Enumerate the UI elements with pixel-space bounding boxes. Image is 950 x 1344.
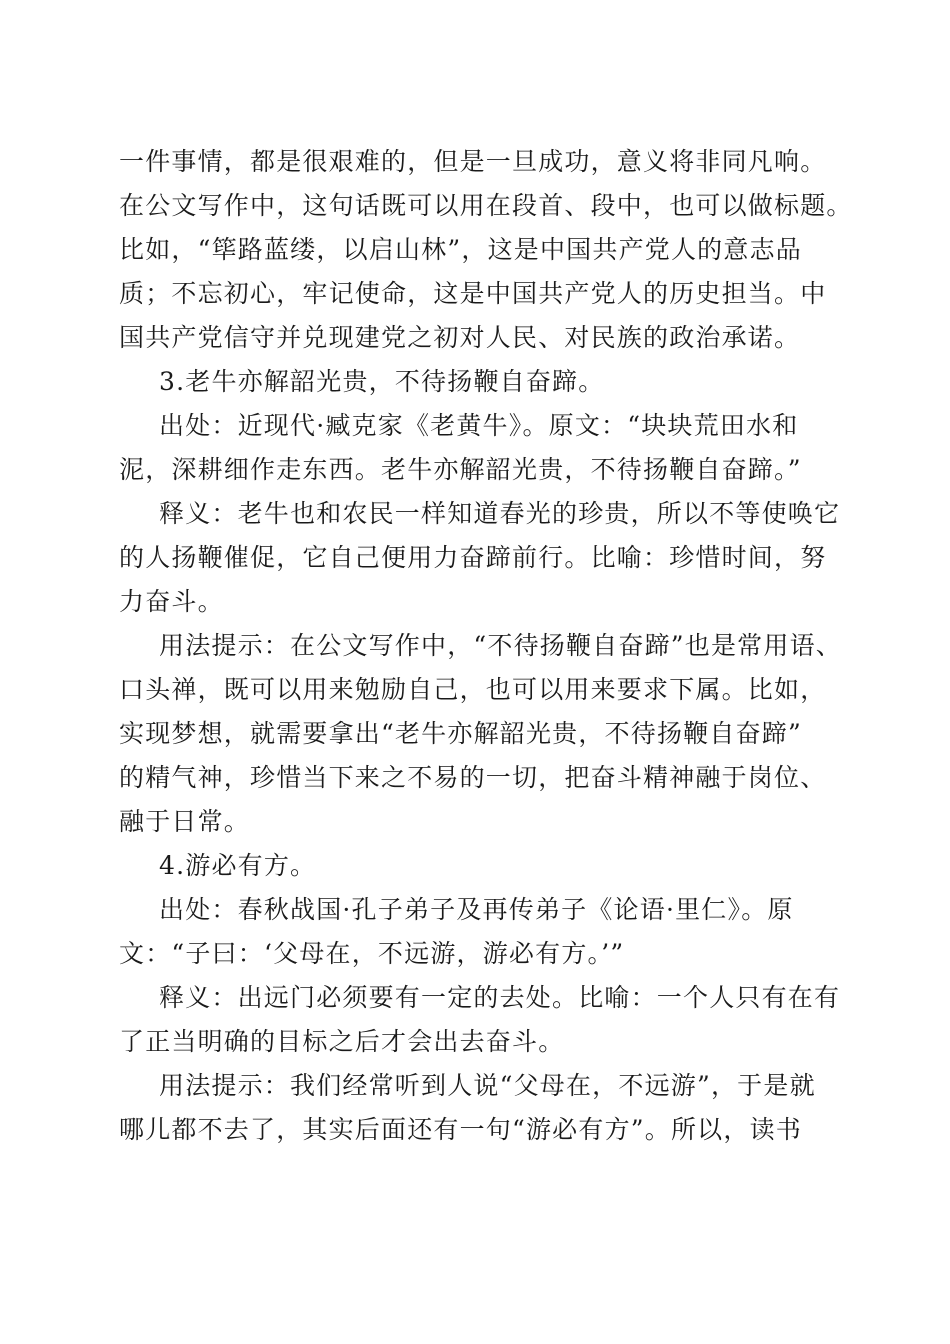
text-line-23: 哪儿都不去了，其实后面还有一句“游必有方”。所以，读书 [119, 1115, 802, 1144]
text-line-18: 出处：春秋战国·孔子弟子及再传弟子《论语·里仁》。原 [159, 895, 794, 924]
text-line-2: 在公文写作中，这句话既可以用在段首、段中，也可以做标题。 [119, 191, 853, 220]
section-heading-3: 3.老牛亦解韶光贵，不待扬鞭自奋蹄。 [159, 367, 605, 396]
text-line-7: 出处：近现代·臧克家《老黄牛》。原文：“块块荒田水和 [159, 411, 799, 440]
text-line-13: 口头禅，既可以用来勉励自己，也可以用来要求下属。比如， [119, 675, 827, 704]
text-line-21: 了正当明确的目标之后才会出去奋斗。 [119, 1027, 565, 1056]
text-line-12: 用法提示：在公文写作中，“不待扬鞭自奋蹄”也是常用语、 [159, 631, 842, 660]
text-line-11: 力奋斗。 [119, 587, 224, 616]
text-line-9: 释义：老牛也和农民一样知道春光的珍贵，所以不等使唤它 [159, 499, 841, 528]
text-line-3: 比如，“筚路蓝缕，以启山林”，这是中国共产党人的意志品 [119, 235, 802, 264]
text-line-19: 文：“子曰：‘父母在，不远游，游必有方。’” [119, 939, 625, 968]
text-line-5: 国共产党信守并兑现建党之初对人民、对民族的政治承诺。 [119, 323, 801, 352]
text-line-20: 释义：出远门必须要有一定的去处。比喻：一个人只有在有 [159, 983, 841, 1012]
section-heading-4: 4.游必有方。 [159, 851, 317, 880]
text-line-4: 质；不忘初心，牢记使命，这是中国共产党人的历史担当。中 [119, 279, 827, 308]
text-line-1: 一件事情，都是很艰难的，但是一旦成功，意义将非同凡响。 [119, 147, 827, 176]
text-line-14: 实现梦想，就需要拿出“老牛亦解韶光贵，不待扬鞭自奋蹄” [119, 719, 802, 748]
text-line-22: 用法提示：我们经常听到人说“父母在，不远游”，于是就 [159, 1071, 816, 1100]
text-line-15: 的精气神，珍惜当下来之不易的一切，把奋斗精神融于岗位、 [119, 763, 827, 792]
body-text [119, 140, 853, 1152]
text-line-10: 的人扬鞭催促，它自己便用力奋蹄前行。比喻：珍惜时间，努 [119, 543, 827, 572]
text-line-8: 泥，深耕细作走东西。老牛亦解韶光贵，不待扬鞭自奋蹄。” [119, 455, 802, 484]
text-line-16: 融于日常。 [119, 807, 251, 836]
